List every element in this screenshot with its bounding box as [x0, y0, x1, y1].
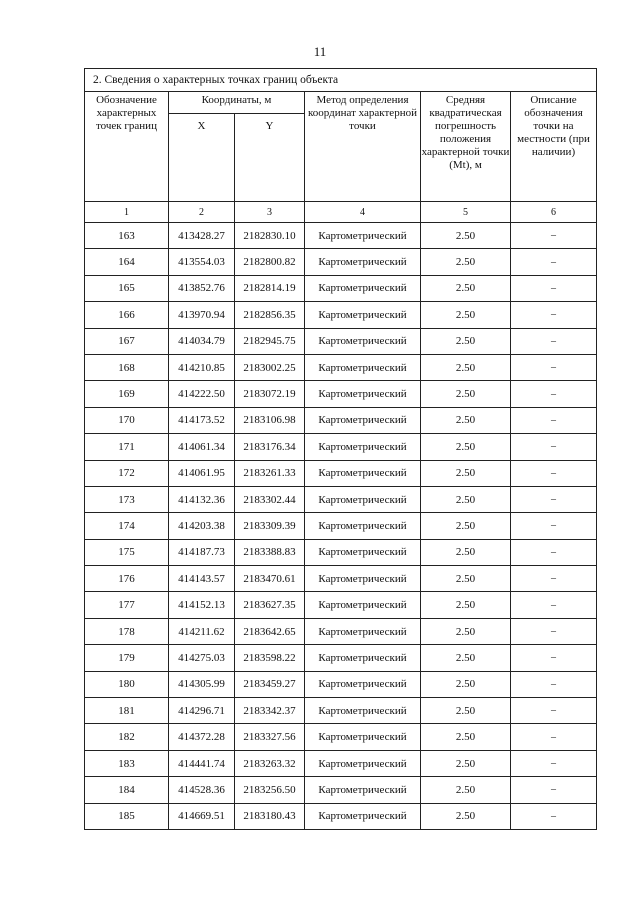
point-number: 185 — [85, 803, 169, 829]
method-cell: Картометрический — [305, 381, 421, 407]
coord-x: 414143.57 — [169, 566, 235, 592]
accuracy-cell: 2.50 — [421, 407, 511, 433]
table-row — [85, 750, 597, 776]
coord-y: 2183459.27 — [235, 671, 305, 697]
accuracy-cell: 2.50 — [421, 539, 511, 565]
description-cell: – — [511, 354, 597, 380]
point-number: 165 — [85, 275, 169, 301]
point-number: 181 — [85, 698, 169, 724]
table-row — [85, 698, 597, 724]
coord-y: 2183642.65 — [235, 618, 305, 644]
column-number: 4 — [305, 202, 421, 223]
table-row — [85, 618, 597, 644]
table-row — [85, 275, 597, 301]
table-row — [85, 724, 597, 750]
description-cell: – — [511, 566, 597, 592]
coord-y: 2183106.98 — [235, 407, 305, 433]
column-number: 6 — [511, 202, 597, 223]
description-cell: – — [511, 750, 597, 776]
accuracy-cell: 2.50 — [421, 777, 511, 803]
header-description: Описание обозначения точки на местности (при наличии) — [511, 92, 597, 202]
description-cell: – — [511, 249, 597, 275]
page-number: 11 — [313, 44, 327, 59]
coord-x: 413852.76 — [169, 275, 235, 301]
point-number: 176 — [85, 566, 169, 592]
coord-x: 414222.50 — [169, 381, 235, 407]
description-cell: – — [511, 803, 597, 829]
table-row — [85, 592, 597, 618]
method-cell: Картометрический — [305, 803, 421, 829]
coord-y: 2183263.32 — [235, 750, 305, 776]
table-row — [85, 407, 597, 433]
accuracy-cell: 2.50 — [421, 592, 511, 618]
method-cell: Картометрический — [305, 592, 421, 618]
description-cell: – — [511, 434, 597, 460]
coord-x: 414528.36 — [169, 777, 235, 803]
description-cell: – — [511, 275, 597, 301]
table-row — [85, 328, 597, 354]
table-row — [85, 566, 597, 592]
table-row — [85, 354, 597, 380]
point-number: 168 — [85, 354, 169, 380]
header-point-designation: Обозначение характерных точек границ — [85, 92, 169, 202]
table-row — [85, 460, 597, 486]
coord-y: 2183002.25 — [235, 354, 305, 380]
description-cell: – — [511, 302, 597, 328]
description-cell: – — [511, 328, 597, 354]
accuracy-cell: 2.50 — [421, 698, 511, 724]
point-number: 184 — [85, 777, 169, 803]
point-number: 171 — [85, 434, 169, 460]
method-cell: Картометрический — [305, 302, 421, 328]
coord-x: 414372.28 — [169, 724, 235, 750]
coord-y: 2182856.35 — [235, 302, 305, 328]
point-number: 179 — [85, 645, 169, 671]
point-number: 163 — [85, 223, 169, 249]
table-row — [85, 513, 597, 539]
coord-x: 414034.79 — [169, 328, 235, 354]
description-cell: – — [511, 381, 597, 407]
accuracy-cell: 2.50 — [421, 275, 511, 301]
method-cell: Картометрический — [305, 328, 421, 354]
column-number: 5 — [421, 202, 511, 223]
accuracy-cell: 2.50 — [421, 750, 511, 776]
table-row — [85, 486, 597, 512]
coord-y: 2182830.10 — [235, 223, 305, 249]
method-cell: Картометрический — [305, 698, 421, 724]
coord-y: 2182945.75 — [235, 328, 305, 354]
accuracy-cell: 2.50 — [421, 223, 511, 249]
point-number: 169 — [85, 381, 169, 407]
accuracy-cell: 2.50 — [421, 381, 511, 407]
coord-y: 2183470.61 — [235, 566, 305, 592]
method-cell: Картометрический — [305, 539, 421, 565]
section-title: 2. Сведения о характерных точках границ объекта — [85, 69, 597, 92]
accuracy-cell: 2.50 — [421, 354, 511, 380]
header-coordinates: Координаты, м — [169, 92, 305, 114]
table-row — [85, 249, 597, 275]
accuracy-cell: 2.50 — [421, 803, 511, 829]
description-cell: – — [511, 698, 597, 724]
header-method: Метод определения координат характерной точки — [305, 92, 421, 202]
coord-y: 2182800.82 — [235, 249, 305, 275]
coord-x: 413970.94 — [169, 302, 235, 328]
description-cell: – — [511, 592, 597, 618]
description-cell: – — [511, 223, 597, 249]
column-number-row — [85, 202, 597, 223]
coord-x: 414152.13 — [169, 592, 235, 618]
coord-y: 2183627.35 — [235, 592, 305, 618]
column-number: 2 — [169, 202, 235, 223]
method-cell: Картометрический — [305, 618, 421, 644]
method-cell: Картометрический — [305, 223, 421, 249]
accuracy-cell: 2.50 — [421, 513, 511, 539]
coord-x: 414211.62 — [169, 618, 235, 644]
method-cell: Картометрический — [305, 407, 421, 433]
coord-y: 2183261.33 — [235, 460, 305, 486]
description-cell: – — [511, 645, 597, 671]
accuracy-cell: 2.50 — [421, 618, 511, 644]
coord-x: 414441.74 — [169, 750, 235, 776]
header-accuracy: Средняя квадратическая погрешность положения характерной точки (Mt), м — [421, 92, 511, 202]
point-number: 180 — [85, 671, 169, 697]
coord-y: 2182814.19 — [235, 275, 305, 301]
coord-x: 413554.03 — [169, 249, 235, 275]
method-cell: Картометрический — [305, 645, 421, 671]
point-number: 172 — [85, 460, 169, 486]
accuracy-cell: 2.50 — [421, 328, 511, 354]
header-x: X — [169, 114, 235, 202]
accuracy-cell: 2.50 — [421, 724, 511, 750]
accuracy-cell: 2.50 — [421, 302, 511, 328]
method-cell: Картометрический — [305, 566, 421, 592]
point-number: 175 — [85, 539, 169, 565]
method-cell: Картометрический — [305, 724, 421, 750]
point-number: 174 — [85, 513, 169, 539]
accuracy-cell: 2.50 — [421, 249, 511, 275]
table-row — [85, 645, 597, 671]
coord-x: 414305.99 — [169, 671, 235, 697]
boundary-points-table — [84, 68, 597, 830]
table-row — [85, 539, 597, 565]
method-cell: Картометрический — [305, 354, 421, 380]
table-row — [85, 777, 597, 803]
coord-x: 414132.36 — [169, 486, 235, 512]
description-cell: – — [511, 671, 597, 697]
description-cell: – — [511, 618, 597, 644]
method-cell: Картометрический — [305, 750, 421, 776]
table-row — [85, 381, 597, 407]
accuracy-cell: 2.50 — [421, 460, 511, 486]
coord-y: 2183309.39 — [235, 513, 305, 539]
column-number: 1 — [85, 202, 169, 223]
description-cell: – — [511, 460, 597, 486]
method-cell: Картометрический — [305, 513, 421, 539]
method-cell: Картометрический — [305, 275, 421, 301]
point-number: 166 — [85, 302, 169, 328]
coord-x: 414210.85 — [169, 354, 235, 380]
coord-x: 414203.38 — [169, 513, 235, 539]
coord-x: 414173.52 — [169, 407, 235, 433]
coord-x: 414187.73 — [169, 539, 235, 565]
table-row — [85, 223, 597, 249]
coord-y: 2183388.83 — [235, 539, 305, 565]
point-number: 183 — [85, 750, 169, 776]
point-number: 182 — [85, 724, 169, 750]
coord-x: 413428.27 — [169, 223, 235, 249]
method-cell: Картометрический — [305, 434, 421, 460]
description-cell: – — [511, 513, 597, 539]
coord-y: 2183598.22 — [235, 645, 305, 671]
coord-y: 2183342.37 — [235, 698, 305, 724]
coord-y: 2183176.34 — [235, 434, 305, 460]
description-cell: – — [511, 724, 597, 750]
table-row — [85, 302, 597, 328]
table-row — [85, 671, 597, 697]
point-number: 164 — [85, 249, 169, 275]
accuracy-cell: 2.50 — [421, 486, 511, 512]
coord-y: 2183180.43 — [235, 803, 305, 829]
method-cell: Картометрический — [305, 460, 421, 486]
method-cell: Картометрический — [305, 249, 421, 275]
point-number: 177 — [85, 592, 169, 618]
point-number: 170 — [85, 407, 169, 433]
method-cell: Картометрический — [305, 671, 421, 697]
coord-x: 414275.03 — [169, 645, 235, 671]
table-row — [85, 434, 597, 460]
coord-x: 414061.34 — [169, 434, 235, 460]
coord-y: 2183072.19 — [235, 381, 305, 407]
accuracy-cell: 2.50 — [421, 434, 511, 460]
column-number: 3 — [235, 202, 305, 223]
coord-y: 2183256.50 — [235, 777, 305, 803]
description-cell: – — [511, 407, 597, 433]
description-cell: – — [511, 486, 597, 512]
point-number: 167 — [85, 328, 169, 354]
point-number: 178 — [85, 618, 169, 644]
description-cell: – — [511, 777, 597, 803]
coord-x: 414669.51 — [169, 803, 235, 829]
description-cell: – — [511, 539, 597, 565]
method-cell: Картометрический — [305, 777, 421, 803]
coord-x: 414061.95 — [169, 460, 235, 486]
table-row — [85, 803, 597, 829]
coord-y: 2183302.44 — [235, 486, 305, 512]
point-number: 173 — [85, 486, 169, 512]
coord-x: 414296.71 — [169, 698, 235, 724]
method-cell: Картометрический — [305, 486, 421, 512]
accuracy-cell: 2.50 — [421, 645, 511, 671]
accuracy-cell: 2.50 — [421, 566, 511, 592]
coord-y: 2183327.56 — [235, 724, 305, 750]
accuracy-cell: 2.50 — [421, 671, 511, 697]
header-y: Y — [235, 114, 305, 202]
